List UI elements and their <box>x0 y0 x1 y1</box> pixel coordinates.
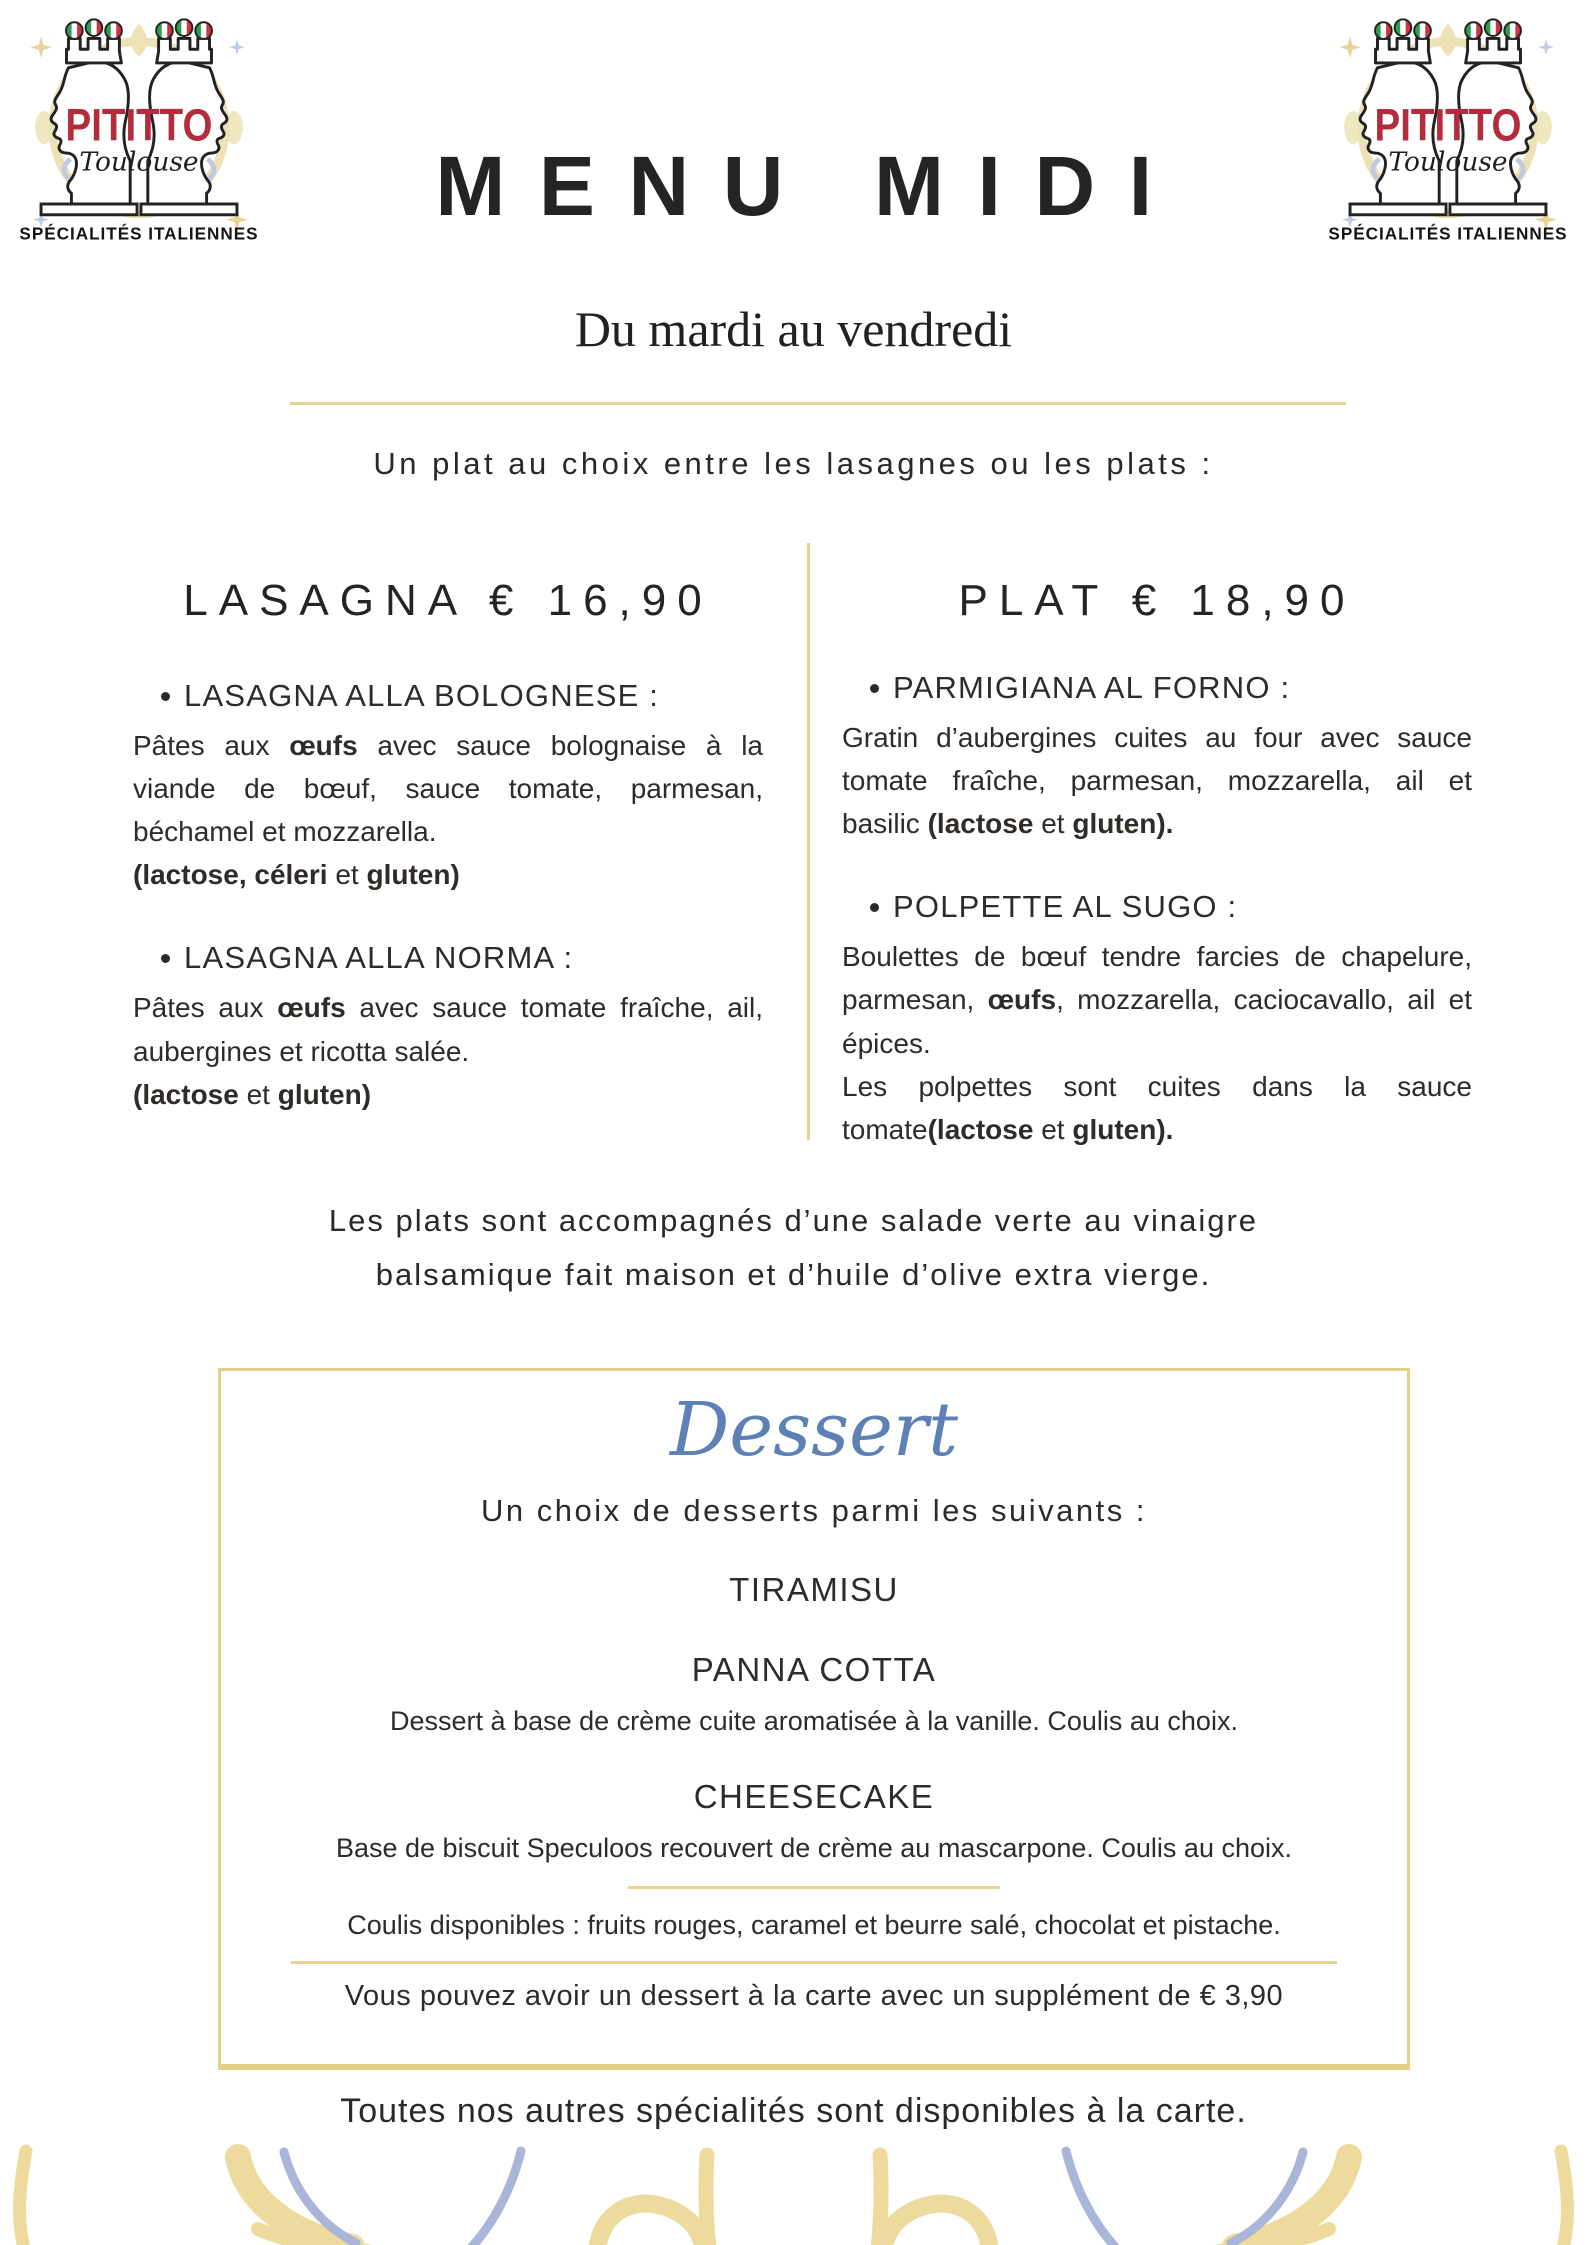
dessert-item-description: Dessert à base de crème cuite aromatisée à la vanille. Coulis au choix. <box>390 1706 1238 1736</box>
bullet-icon <box>870 684 879 693</box>
logo-city: Toulouse <box>1388 146 1508 178</box>
dish-title-label: LASAGNA ALLA BOLOGNESE : <box>184 678 660 713</box>
logo-name: PITITTO <box>65 99 213 151</box>
logo-name: PITITTO <box>1374 99 1522 151</box>
dessert-supplement-note: Vous pouvez avoir un dessert à la carte avec un supplément de € 3,90 <box>344 1979 1284 2012</box>
dish-description: Gratin d’aubergines cuites au four avec sauce tomate fraîche, parmesan, mozzarella, ail et basilic (lactose et gluten). <box>842 722 1472 840</box>
page-subtitle: Du mardi au vendredi <box>574 301 1013 357</box>
coulis-note: Coulis disponibles : fruits rouges, caramel et beurre salé, chocolat et pistache. <box>347 1910 1281 1940</box>
footer-flourish-icon <box>0 2143 1587 2245</box>
dish-lasagna-norma <box>133 940 763 1115</box>
dish-description: Pâtes aux œufs avec sauce bolognaise à la viande de bœuf, sauce tomate, parmesan, béchamel et mozzarella. <box>133 730 763 848</box>
footer-note: Toutes nos autres spécialités sont disponibles à la carte. <box>340 2092 1247 2130</box>
dish-title <box>133 678 763 714</box>
gold-separator-short <box>628 1886 1000 1889</box>
dish-title-label: LASAGNA ALLA NORMA : <box>184 940 574 976</box>
bullet-icon <box>161 954 170 963</box>
gold-separator-long <box>291 1961 1337 1964</box>
dessert-box <box>218 1368 1410 2070</box>
dish-allergens: (lactose, céleri et gluten) <box>133 859 460 891</box>
dish-description: Pâtes aux œufs avec sauce tomate fraîche, ail, aubergines et ricotta salée. <box>133 992 764 1067</box>
dish-title-label: PARMIGIANA AL FORNO : <box>893 670 1291 705</box>
dessert-item-cheesecake: CHEESECAKE <box>693 1777 935 1815</box>
lasagna-column <box>133 576 763 1116</box>
dish-description: Boulettes de bœuf tendre farcies de chapelure, parmesan, œufs, mozzarella, caciocavallo, ail et épices. <box>842 941 1472 1059</box>
dish-title <box>133 940 763 976</box>
dish-title <box>842 670 1472 706</box>
side-salad-note: Les plats sont accompagnés d’une salade verte au vinaigre balsamique fait maison et d’huile d’olive extra vierge. <box>328 1203 1259 1293</box>
column-divider <box>807 543 810 1140</box>
dish-title <box>842 889 1472 925</box>
dessert-title: Dessert <box>670 1387 958 1473</box>
dish-allergens: (lactose et gluten) <box>133 1078 372 1110</box>
dessert-item-panna-cotta: PANNA COTTA <box>691 1651 937 1688</box>
lasagna-heading: LASAGNA € 16,90 <box>183 576 713 625</box>
page-title: MENU MIDI <box>435 139 1186 233</box>
dish-parmigiana <box>842 670 1472 845</box>
dessert-intro: Un choix de desserts parmi les suivants : <box>481 1493 1147 1528</box>
bullet-icon <box>161 692 170 701</box>
logo-tagline: SPÉCIALITÉS ITALIENNES <box>1328 223 1568 244</box>
logo-city: Toulouse <box>79 146 199 178</box>
dish-title-label: POLPETTE AL SUGO : <box>893 889 1238 925</box>
logo-tagline: SPÉCIALITÉS ITALIENNES <box>19 223 259 244</box>
plat-column <box>842 576 1472 1151</box>
dessert-item-description: Base de biscuit Speculoos recouvert de crème au mascarpone. Coulis au choix. <box>335 1832 1292 1863</box>
dish-polpette <box>842 889 1472 1151</box>
dessert-item-tiramisu: TIRAMISU <box>729 1571 899 1608</box>
gold-rule <box>290 402 1346 405</box>
menu-intro: Un plat au choix entre les lasagnes ou les plats : <box>373 446 1214 481</box>
bullet-icon <box>870 903 879 912</box>
dish-lasagna-bolognese <box>133 678 763 896</box>
dish-description: Les polpettes sont cuites dans la sauce tomate(lactose et gluten). <box>842 1070 1472 1145</box>
plat-heading: PLAT € 18,90 <box>958 576 1356 625</box>
